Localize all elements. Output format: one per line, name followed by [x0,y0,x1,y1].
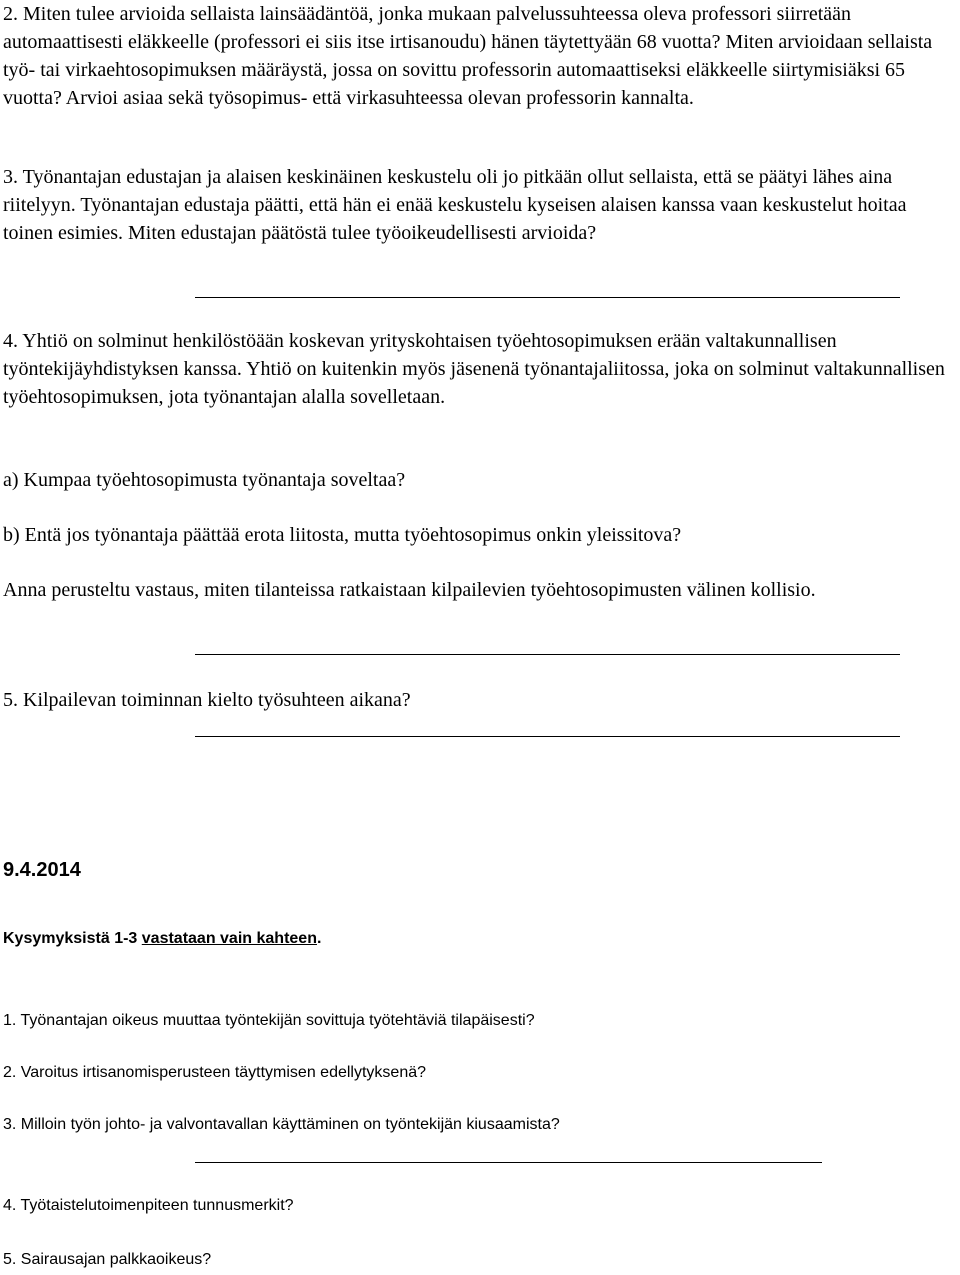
new-question-5: 5. Sairausajan palkkaoikeus? [3,1251,212,1268]
question-4: 4. Yhtiö on solminut henkilöstöään koskevan yrityskohtaisen työehtosopimuksen erään valtakunnallisen työntekijäyhdistyksen kanssa. Yhtiö on kuitenkin myös jäsenenä työnantajaliitossa, joka on solminut valtakunnallisen työehtosopimuksen, jota työnantajan alalla sovelletaan. [3,330,945,408]
question-4b: b) Entä jos työnantaja päättää erota liitosta, mutta työehtosopimus onkin yleissitova? [3,524,682,546]
instruction-prefix: Kysymyksistä 1-3 [3,930,142,947]
exam-instruction [3,928,943,950]
exam-date: 9.4.2014 [3,859,81,881]
instruction-suffix: . [316,930,322,947]
instruction-underlined: vastataan vain kahteen [141,930,317,947]
question-3: 3. Työnantajan edustajan ja alaisen keskinäinen keskustelu oli jo pitkään ollut sellaista, että se päätyi lähes aina riitelyyn. Työnantajan edustaja päätti, että hän ei enää keskustelu kyseisen alaisen kanssa vaan keskustelut hoitaa toinen esimies. Miten edustajan päätöstä tulee työoikeudellisesti arvioida? [3,166,907,244]
answer-separator-line [195,654,900,655]
new-question-4: 4. Työtaistelutoimenpiteen tunnusmerkit? [3,1197,294,1214]
new-question-3: 3. Milloin työn johto- ja valvontavallan käyttäminen on työntekijän kiusaamista? [3,1116,560,1133]
new-question-1: 1. Työnantajan oikeus muuttaa työntekijän sovittuja työtehtäviä tilapäisesti? [3,1012,535,1029]
question-4-instruction: Anna perusteltu vastaus, miten tilanteissa ratkaistaan kilpailevien työehtosopimusten välinen kollisio. [3,579,816,601]
answer-separator-line [195,1162,822,1163]
new-question-2: 2. Varoitus irtisanomisperusteen täyttymisen edellytyksenä? [3,1064,427,1081]
answer-separator-line [195,736,900,737]
question-4a: a) Kumpaa työehtosopimusta työnantaja soveltaa? [3,469,406,491]
answer-separator-line [195,297,900,298]
question-5: 5. Kilpailevan toiminnan kielto työsuhteen aikana? [3,689,411,711]
question-2: 2. Miten tulee arvioida sellaista lainsäädäntöä, jonka mukaan palvelussuhteessa oleva professori siirretään automaattisesti eläkkeelle (professori ei siis itse irtisanoudu) hänen täytettyään 68 vuotta? Miten arvioidaan sellaista työ- tai virkaehtosopimuksen määräystä, jossa on sovittu professorin automaattiseksi eläkkeelle siirtymisiäksi 65 vuotta? Arvioi asiaa sekä työsopimus- että virkasuhteessa olevan professorin kannalta. [3,3,933,109]
